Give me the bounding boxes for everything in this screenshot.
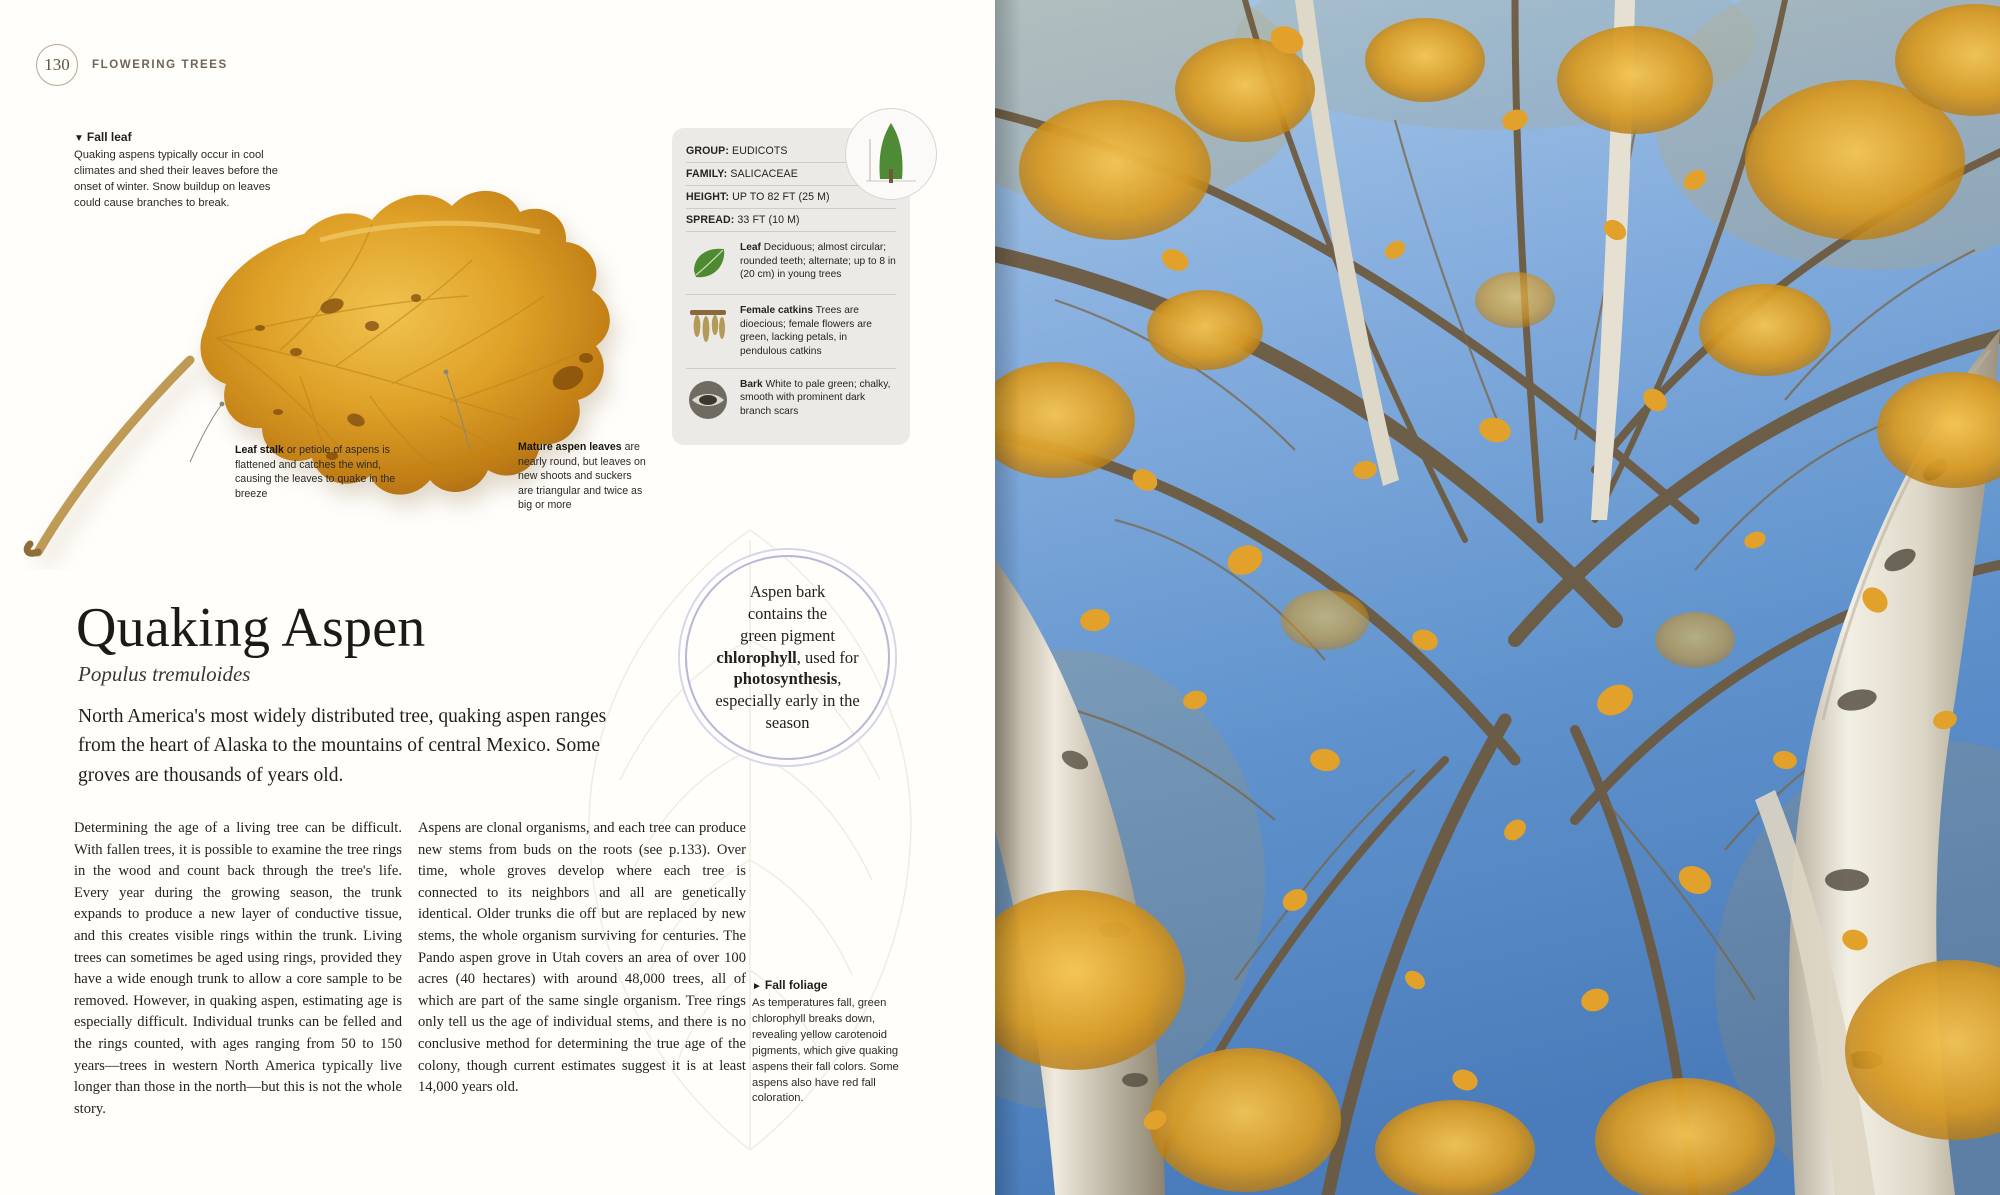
bark-icon	[686, 378, 730, 422]
fact-feature-catkins-body: Trees are dioecious; female flowers are green, lacking petals, in pendulous catkins	[740, 305, 872, 358]
fall-foliage-body: As temperatures fall, green chlorophyll breaks down, revealing yellow carotenoid pigments, which give quaking aspens their fall colors. Some aspens also have red fall coloration.	[752, 997, 899, 1105]
fall-leaf-note-title: Fall leaf	[86, 130, 132, 144]
fact-row-spread	[686, 209, 896, 232]
fact-value-height: UP TO 82 FT (25 M)	[729, 191, 830, 203]
fact-value-spread: 33 FT (10 M)	[734, 214, 800, 226]
callout-leaf-stalk	[235, 443, 415, 501]
fact-roundel-text	[703, 581, 872, 733]
fall-leaf-note	[74, 130, 289, 212]
callout-leaf-stalk-text: or petiole of aspens is flattened and catches the wind, causing the leaves to quake in the breeze	[235, 444, 396, 500]
fact-label-family: FAMILY:	[686, 168, 728, 180]
fact-value-family: SALICACEAE	[727, 168, 798, 180]
aspen-canopy-photo	[995, 0, 2000, 1195]
callout-mature-leaves	[518, 440, 648, 513]
section-label: FLOWERING TREES	[92, 59, 228, 71]
fact-feature-bark-body: White to pale green; chalky, smooth with prominent dark branch scars	[740, 378, 891, 418]
fall-leaf-note-heading	[74, 130, 289, 144]
roundel-line-3: green pigment	[740, 625, 835, 645]
standfirst: North America's most widely distributed tree, quaking aspen ranges from the heart of Alaska to the mountains of central Mexico. Some groves are thousands of years old.	[78, 706, 607, 786]
tree-silhouette-badge	[845, 108, 937, 200]
fall-foliage-heading	[752, 978, 907, 992]
left-text-page	[0, 0, 995, 1195]
roundel-line-2: contains the	[747, 604, 828, 624]
fact-feature-bark-text	[740, 378, 896, 419]
fact-label-group: GROUP:	[686, 145, 729, 157]
fact-feature-bark-title: Bark	[740, 378, 763, 390]
fact-feature-leaf-text	[740, 241, 896, 282]
roundel-line-4: , used for	[796, 647, 859, 667]
folio	[36, 44, 228, 86]
roundel-bold-2: photosynthesis	[733, 669, 838, 689]
fact-label-spread: SPREAD:	[686, 214, 735, 226]
fact-feature-leaf	[686, 232, 896, 295]
fact-feature-leaf-body: Deciduous; almost circular; rounded teeth; alternate; up to 8 in (20 cm) in young trees	[740, 242, 896, 281]
fact-feature-bark	[686, 369, 896, 431]
roundel-bold-1: chlorophyll	[716, 647, 797, 667]
triangle-down-icon: ▼	[74, 133, 84, 144]
roundel-line-5: , especially early in the season	[715, 669, 860, 732]
body-column-2: Aspens are clonal organisms, and each tree can produce new stems from buds on the roots (see p.133). Over time, whole groves develop where each tree is connected to its neighbors and all are genetically identical. Older trunks die off but are replaced by new stems, the whole organism surviving for centuries. The Pando aspen grove in Utah covers an area of over 100 acres (40 hectares) with around 48,000 trees, all of which are part of the same single organism. Tree rings only tell us the age of individual stems, and there is no conclusive method for determining the true age of the colony, though current estimates suggest it is at least 14,000 years old.	[418, 820, 746, 1096]
fact-feature-catkins-title: Female catkins	[740, 305, 814, 316]
fact-label-height: HEIGHT:	[686, 191, 730, 203]
callout-mature-leaves-text: are nearly round, but leaves on new shoots and suckers are triangular and twice as big or more	[518, 441, 646, 512]
callout-mature-leaves-title: Mature aspen leaves	[518, 441, 622, 453]
fact-feature-catkins-text	[740, 304, 896, 359]
fact-roundel	[685, 555, 890, 760]
right-photo-page	[995, 0, 2000, 1195]
fact-value-group: EUDICOTS	[728, 145, 788, 157]
fall-foliage-note	[752, 978, 907, 1107]
page-number: 130	[36, 44, 78, 86]
fall-leaf-note-body: Quaking aspens typically occur in cool climates and shed their leaves before the onset of winter. Snow buildup on leaves could cause branches to break.	[74, 149, 278, 209]
fact-feature-catkins	[686, 295, 896, 369]
roundel-line-1: Aspen bark	[749, 582, 826, 602]
tree-silhouette-icon	[846, 109, 936, 199]
leaf-icon	[686, 241, 730, 285]
fall-foliage-title: Fall foliage	[764, 978, 828, 992]
triangle-right-icon: ►	[752, 981, 762, 992]
page-title: Quaking Aspen	[76, 597, 426, 659]
catkin-icon	[686, 304, 730, 348]
latin-name: Populus tremuloides	[78, 662, 251, 686]
callout-leaf-stalk-title: Leaf stalk	[235, 444, 284, 456]
body-column-1: Determining the age of a living tree can be difficult. With fallen trees, it is possible to examine the tree rings in the wood and count back through the tree's life. Every year during the growing season, the trunk expands to produce a new layer of conductive tissue, and this creates visible rings within the trunk. Living trees can sometimes be aged using rings, provided they have a wide enough trunk to allow a core sample to be removed. However, in quaking aspen, estimating age is especially difficult. Individual trunks can be felled and the rings counted, with ages ranging from 50 to 150 years—trees in western North America typically live longer than those in the north—but this is not the whole story.	[74, 820, 402, 1117]
fact-feature-leaf-title: Leaf	[740, 242, 761, 253]
